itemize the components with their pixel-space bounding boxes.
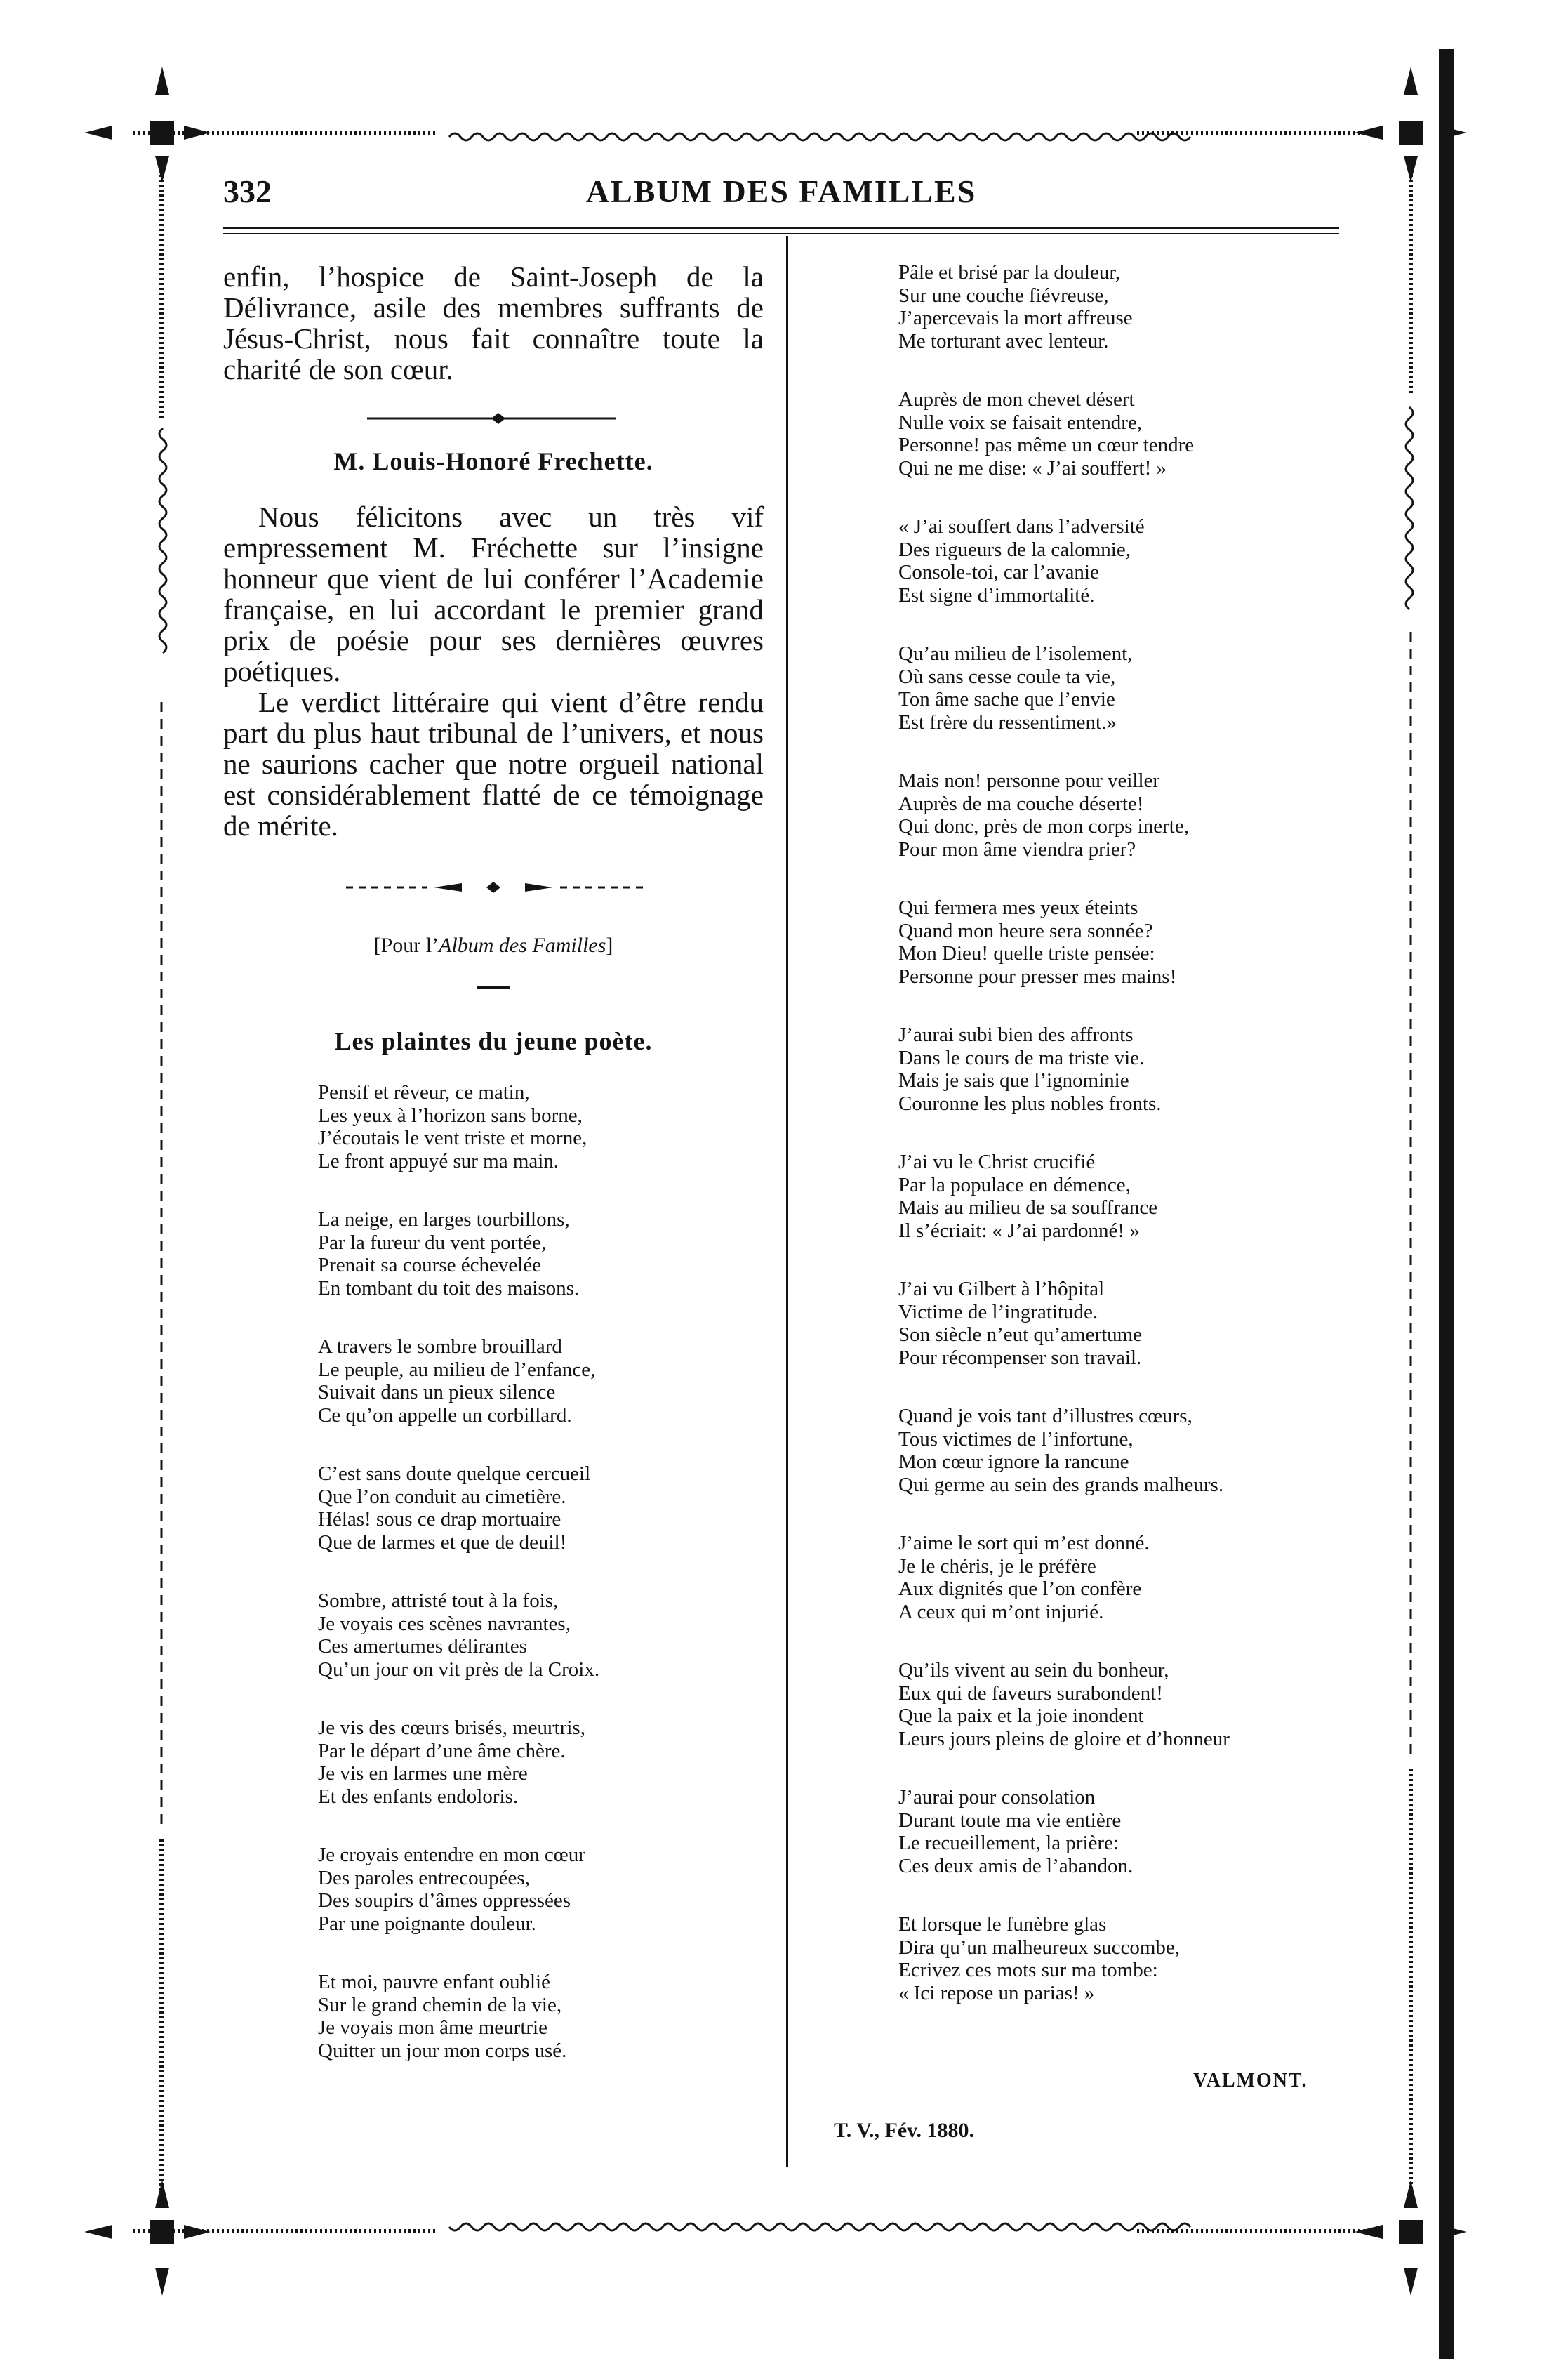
column-divider <box>786 236 788 2167</box>
verse-line: Aux dignités que l’on confère <box>898 1578 1142 1600</box>
verse-line: Victime de l’ingratitude. <box>898 1300 1098 1323</box>
stanza <box>898 1913 1348 2004</box>
verse-line: J’ai vu le Christ crucifié <box>898 1151 1096 1173</box>
poem-title: Les plaintes du jeune poète. <box>334 1027 653 1055</box>
short-rule <box>223 970 764 1005</box>
corner-ornament-top-left <box>84 67 211 183</box>
verse-line: Je croyais entendre en mon cœur <box>318 1844 585 1866</box>
verse-line: Prenait sa course échevelée <box>318 1254 542 1276</box>
verse-line: Mais au milieu de sa souffrance <box>898 1196 1158 1219</box>
verse-line: Mon cœur ignore la rancune <box>898 1450 1129 1473</box>
verse-line: Quitter un jour mon corps usé. <box>318 2039 567 2062</box>
verse-line: Je voyais ces scènes navrantes, <box>318 1612 571 1635</box>
running-header <box>223 173 1339 222</box>
verse-line: Ecrivez ces mots sur ma tombe: <box>898 1959 1158 1981</box>
verse-line: En tombant du toit des maisons. <box>318 1276 580 1300</box>
verse-line: Mon Dieu! quelle triste pensée: <box>898 942 1155 965</box>
verse-line: Mais je sais que l’ignominie <box>898 1069 1129 1092</box>
source-prefix: [Pour l’ <box>373 934 439 957</box>
verse-line: Le front appuyé sur ma main. <box>318 1149 559 1172</box>
stanza <box>898 1786 1348 1877</box>
verse-line: Par une poignante douleur. <box>318 1912 536 1935</box>
verse-line: Eux qui de faveurs surabondent! <box>898 1681 1163 1705</box>
verse-line: Pâle et brisé par la douleur, <box>898 261 1121 284</box>
left-border-ornament <box>159 165 166 2197</box>
verse-line: Me torturant avec lenteur. <box>898 329 1109 352</box>
source-title: Album des Familles <box>439 934 606 957</box>
stanza <box>898 1532 1348 1623</box>
verse-line: Et des enfants endoloris. <box>318 1785 519 1808</box>
verse-line: Je voyais mon âme meurtrie <box>318 2016 547 2039</box>
stanza <box>318 1589 764 1681</box>
verse-line: Le recueillement, la prière: <box>898 1832 1119 1854</box>
verse-line: Leurs jours pleins de gloire et d’honneur <box>898 1727 1230 1750</box>
verse-line: Il s’écriait: « J’ai pardonné! » <box>898 1219 1140 1242</box>
verse-line: Et moi, pauvre enfant oublié <box>318 1971 550 1993</box>
verse-line: J’aurai subi bien des affronts <box>898 1024 1134 1046</box>
verse-line: « Ici repose un parias! » <box>898 1981 1095 2004</box>
verse-line: Des soupirs d’âmes oppressées <box>318 1889 571 1912</box>
verse-line: Qui donc, près de mon corps inerte, <box>898 815 1189 838</box>
stanza <box>318 1971 764 2062</box>
running-title: ALBUM DES FAMILLES <box>585 173 977 209</box>
verse-line: Est signe d’immortalité. <box>898 583 1095 607</box>
verse-line: Console-toi, car l’avanie <box>898 561 1099 583</box>
stanza <box>318 1081 764 1172</box>
bottom-border-ornament <box>133 2223 1376 2231</box>
verse-line: A ceux qui m’ont injurié. <box>898 1600 1104 1623</box>
page-number: 332 <box>223 173 272 209</box>
verse-line: Ces deux amis de l’abandon. <box>898 1854 1134 1877</box>
verse-line: Je le chéris, je le préfère <box>898 1554 1096 1578</box>
verse-line: La neige, en larges tourbillons, <box>318 1208 570 1231</box>
verse-line: Le peuple, au milieu de l’enfance, <box>318 1358 596 1381</box>
verse-line: J’écoutais le vent triste et morne, <box>318 1127 587 1149</box>
dateline: T. V., Fév. 1880. <box>834 2119 975 2142</box>
verse-line: Ces amertumes délirantes <box>318 1635 527 1658</box>
verse-line: Quand mon heure sera sonnée? <box>898 919 1153 942</box>
verse-line: Durant toute ma vie entière <box>898 1809 1122 1832</box>
verse-line: Ton âme sache que l’envie <box>898 688 1115 710</box>
verse-line: Qui germe au sein des grands malheurs. <box>898 1473 1224 1496</box>
verse-line: Par la fureur du vent portée, <box>318 1231 547 1254</box>
verse-line: Des rigueurs de la calomnie, <box>898 538 1131 561</box>
paragraph-fréchette-2: Le verdict littéraire qui vient d’être rendu part du plus haut tribunal de l’univers, et nous ne saurions cacher que notre orgueil national est considérablement flatté de ce témoignage de mérite. <box>223 686 764 842</box>
paragraph-fréchette-1: Nous félicitons avec un très vif empressement M. Fréchette sur l’insigne honneur que vient de lui conférer l’Academie française, en lui accordant le premier grand prix de poésie pour ses dernières œuvres poétiques. <box>223 501 764 687</box>
verse-line: J’ai vu Gilbert à l’hôpital <box>898 1278 1105 1300</box>
verse-line: Que la paix et la joie inondent <box>898 1705 1144 1727</box>
stanza <box>898 769 1348 861</box>
header-rule <box>223 227 1339 229</box>
verse-line: Quand je vois tant d’illustres cœurs, <box>898 1405 1192 1427</box>
right-border-ornament <box>1406 49 1454 2359</box>
verse-line: Est frère du ressentiment.» <box>898 710 1117 734</box>
ornamental-divider <box>223 866 764 908</box>
verse-line: J’apercevais la mort affreuse <box>898 307 1133 329</box>
poem-left-stanzas <box>223 1081 764 2062</box>
corner-ornament-bottom-left <box>84 2180 211 2296</box>
source-note <box>223 934 764 958</box>
stanza <box>898 1151 1348 1242</box>
stanza <box>318 1462 764 1554</box>
stanza <box>898 515 1348 607</box>
stanza <box>318 1335 764 1427</box>
stanza <box>318 1717 764 1808</box>
verse-line: Sombre, attristé tout à la fois, <box>318 1589 559 1612</box>
verse-line: C’est sans doute quelque cercueil <box>318 1462 591 1485</box>
verse-line: « J’ai souffert dans l’adversité <box>898 515 1145 538</box>
verse-line: Où sans cesse coule ta vie, <box>898 665 1116 688</box>
verse-line: Par le départ d’une âme chère. <box>318 1739 566 1762</box>
stanza <box>898 1278 1348 1369</box>
right-column <box>898 261 1348 2040</box>
verse-line: Je vis des cœurs brisés, meurtris, <box>318 1717 585 1739</box>
stanza <box>898 261 1348 352</box>
verse-line: Des paroles entrecoupées, <box>318 1866 530 1889</box>
verse-line: Qu’un jour on vit près de la Croix. <box>318 1658 600 1681</box>
header-rule-second <box>223 233 1339 234</box>
verse-line: Dira qu’un malheureux succombe, <box>898 1936 1181 1959</box>
verse-line: Que de larmes et que de deuil! <box>318 1531 567 1554</box>
verse-line: Sur une couche fiévreuse, <box>898 284 1109 307</box>
verse-line: Les yeux à l’horizon sans borne, <box>318 1104 583 1127</box>
opening-paragraph: enfin, l’hospice de Saint-Joseph de la Délivrance, asile des membres suffrants de Jésus-Christ, nous fait connaître toute la charité de son cœur. <box>223 260 764 385</box>
top-border-ornament <box>133 133 1376 140</box>
source-suffix: ] <box>606 934 613 957</box>
stanza <box>898 388 1348 480</box>
verse-line: Sur le grand chemin de la vie, <box>318 1993 562 2016</box>
verse-line: Dans le cours de ma triste vie. <box>898 1046 1145 1069</box>
verse-line: Personne pour presser mes mains! <box>898 965 1177 988</box>
stanza <box>898 1405 1348 1496</box>
stanza <box>898 1024 1348 1115</box>
author-signature: VALMONT. <box>1193 2070 1308 2091</box>
left-column <box>223 261 764 2098</box>
verse-line: Qui ne me dise: « J’ai souffert! » <box>898 456 1167 480</box>
verse-line: Auprès de mon chevet désert <box>898 388 1135 411</box>
verse-line: Qu’au milieu de l’isolement, <box>898 642 1133 665</box>
verse-line: Auprès de ma couche déserte! <box>898 792 1144 815</box>
verse-line: Et lorsque le funèbre glas <box>898 1913 1107 1936</box>
verse-line: Hélas! sous ce drap mortuaire <box>318 1508 561 1531</box>
verse-line: Pour mon âme viendra prier? <box>898 838 1136 861</box>
verse-line: Suivait dans un pieux silence <box>318 1381 556 1403</box>
verse-line: Pour récompenser son travail. <box>898 1346 1142 1369</box>
stanza <box>898 897 1348 988</box>
section-heading: M. Louis-Honoré Frechette. <box>333 447 653 475</box>
verse-line: Par la populace en démence, <box>898 1173 1131 1196</box>
verse-line: Qui fermera mes yeux éteints <box>898 897 1138 919</box>
verse-line: Son siècle n’eut qu’amertume <box>898 1323 1143 1346</box>
verse-line: Couronne les plus nobles fronts. <box>898 1092 1162 1115</box>
verse-line: Pensif et rêveur, ce matin, <box>318 1081 530 1104</box>
stanza <box>318 1208 764 1300</box>
stanza <box>898 642 1348 734</box>
verse-line: Ce qu’on appelle un corbillard. <box>318 1403 572 1427</box>
stanza <box>318 1844 764 1935</box>
verse-line: Je vis en larmes une mère <box>318 1762 528 1785</box>
verse-line: J’aurai pour consolation <box>898 1786 1096 1809</box>
verse-line: Nulle voix se faisait entendre, <box>898 411 1143 434</box>
verse-line: Personne! pas même un cœur tendre <box>898 434 1195 456</box>
verse-line: A travers le sombre brouillard <box>318 1335 562 1358</box>
verse-line: Que l’on conduit au cimetière. <box>318 1485 566 1508</box>
section-divider <box>223 397 764 439</box>
verse-line: J’aime le sort qui m’est donné. <box>898 1532 1150 1554</box>
verse-line: Tous victimes de l’infortune, <box>898 1427 1134 1450</box>
stanza <box>898 1659 1348 1750</box>
verse-line: Mais non! personne pour veiller <box>898 769 1160 792</box>
verse-line: Qu’ils vivent au sein du bonheur, <box>898 1659 1169 1681</box>
